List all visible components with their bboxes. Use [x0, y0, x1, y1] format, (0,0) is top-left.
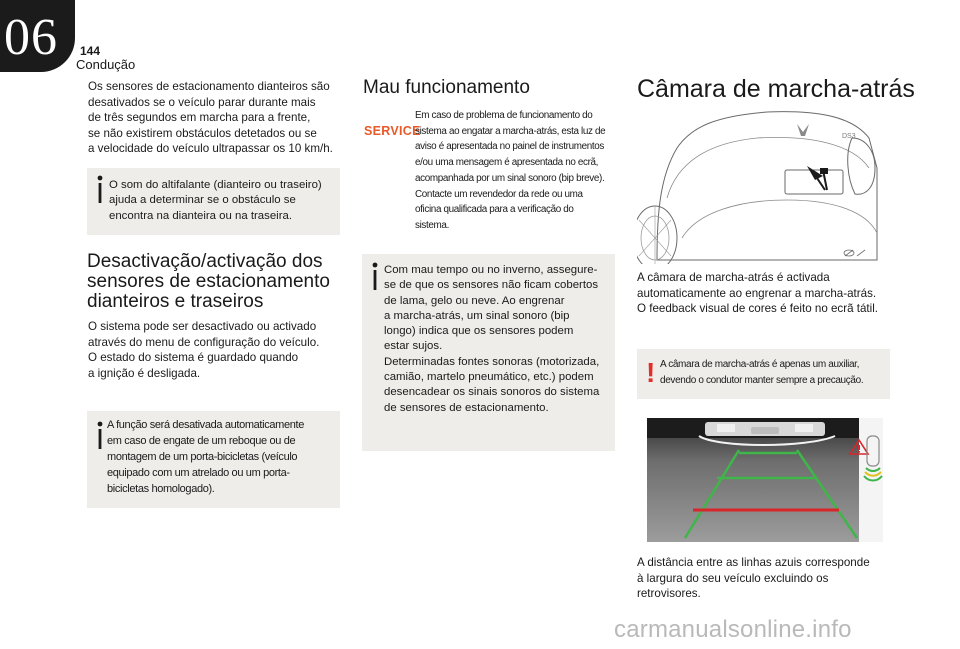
info-note-text: Com mau tempo ou no inverno, assegure- se de que os sensores não ficam cobertos de lama, gelo ou neve. Ao engrenar a marcha-atrás, um sinal sonoro (bip longo) indica que os sensores podem estar sujos. Determinadas fontes sonoras (motorizada, camião, martelo pneumático, etc.) podem desencadear os sinais sonoros do sistema de sensores de estacionamento. — [384, 264, 600, 414]
warning-exclamation-icon: ! — [646, 357, 656, 388]
warning-note-text: A câmara de marcha-atrás é apenas um auxiliar, devendo o condutor manter sempre a precaução. — [660, 359, 864, 386]
intro-paragraph: Os sensores de estacionamento dianteiros são desativados se o veículo parar durante mais de três segundos em marcha para a frente, se não existirem obstáculos detetados ou se a velocidade do veículo ultrapassar os 10 km/h. — [88, 80, 333, 155]
section-heading-deactivation: Desactivação/activação dos sensores de estacionamento dianteiros e traseiros — [87, 251, 330, 312]
camera-caption: A distância entre as linhas azuis corresponde à largura do seu veículo excluindo os retrovisores. — [637, 556, 870, 600]
info-icon — [95, 175, 105, 205]
section-heading-camera: Câmara de marcha-atrás — [637, 75, 915, 103]
watermark: carmanualsonline.info — [614, 616, 852, 643]
info-icon — [370, 262, 380, 292]
section-heading-malfunction: Mau funcionamento — [363, 77, 530, 98]
info-note-text: A função será desativada automaticamente em caso de engate de um reboque ou de montagem de um porta-bicicletas (veículo equipado com um atrelado ou um porta- bicicletas homologado). — [107, 419, 304, 495]
page-number: 144 — [80, 44, 101, 58]
reversing-camera-screen — [647, 418, 883, 542]
service-paragraph: Em caso de problema de funcionamento do sistema ao engatar a marcha-atrás, esta luz de aviso é apresentada no painel de instrumentos e/ou uma mensagem é apresentada no ecrã, acompanhada por um sinal sonoro (bip breve). Contacte um revendedor da rede ou uma oficina qualificada para a verificação do sistema. — [415, 110, 606, 231]
info-note-speaker — [87, 168, 340, 235]
deactivation-paragraph: O sistema pode ser desactivado ou activado através do menu de configuração do veículo. O estado do sistema é guardado quando a ignição é desligada. — [88, 320, 320, 380]
car-rear-illustration — [637, 108, 887, 264]
section-title: Condução — [76, 57, 136, 72]
info-note-trailer — [87, 411, 340, 508]
chapter-number: 06 — [4, 9, 58, 66]
chapter-tab — [0, 0, 75, 72]
info-note-weather — [362, 254, 615, 451]
car-model-badge: DS3 — [842, 133, 856, 140]
warning-note-camera — [637, 349, 890, 399]
info-icon — [95, 421, 105, 451]
service-warning-light-icon: SERVICE — [364, 124, 421, 138]
camera-paragraph: A câmara de marcha-atrás é activada automaticamente ao engrenar a marcha-atrás. O feedback visual de cores é feito no ecrã tátil. — [637, 271, 879, 315]
info-note-text: O som do altifalante (dianteiro ou traseiro) ajuda a determinar se o obstáculo se encontra na dianteira ou na traseira. — [109, 179, 322, 222]
